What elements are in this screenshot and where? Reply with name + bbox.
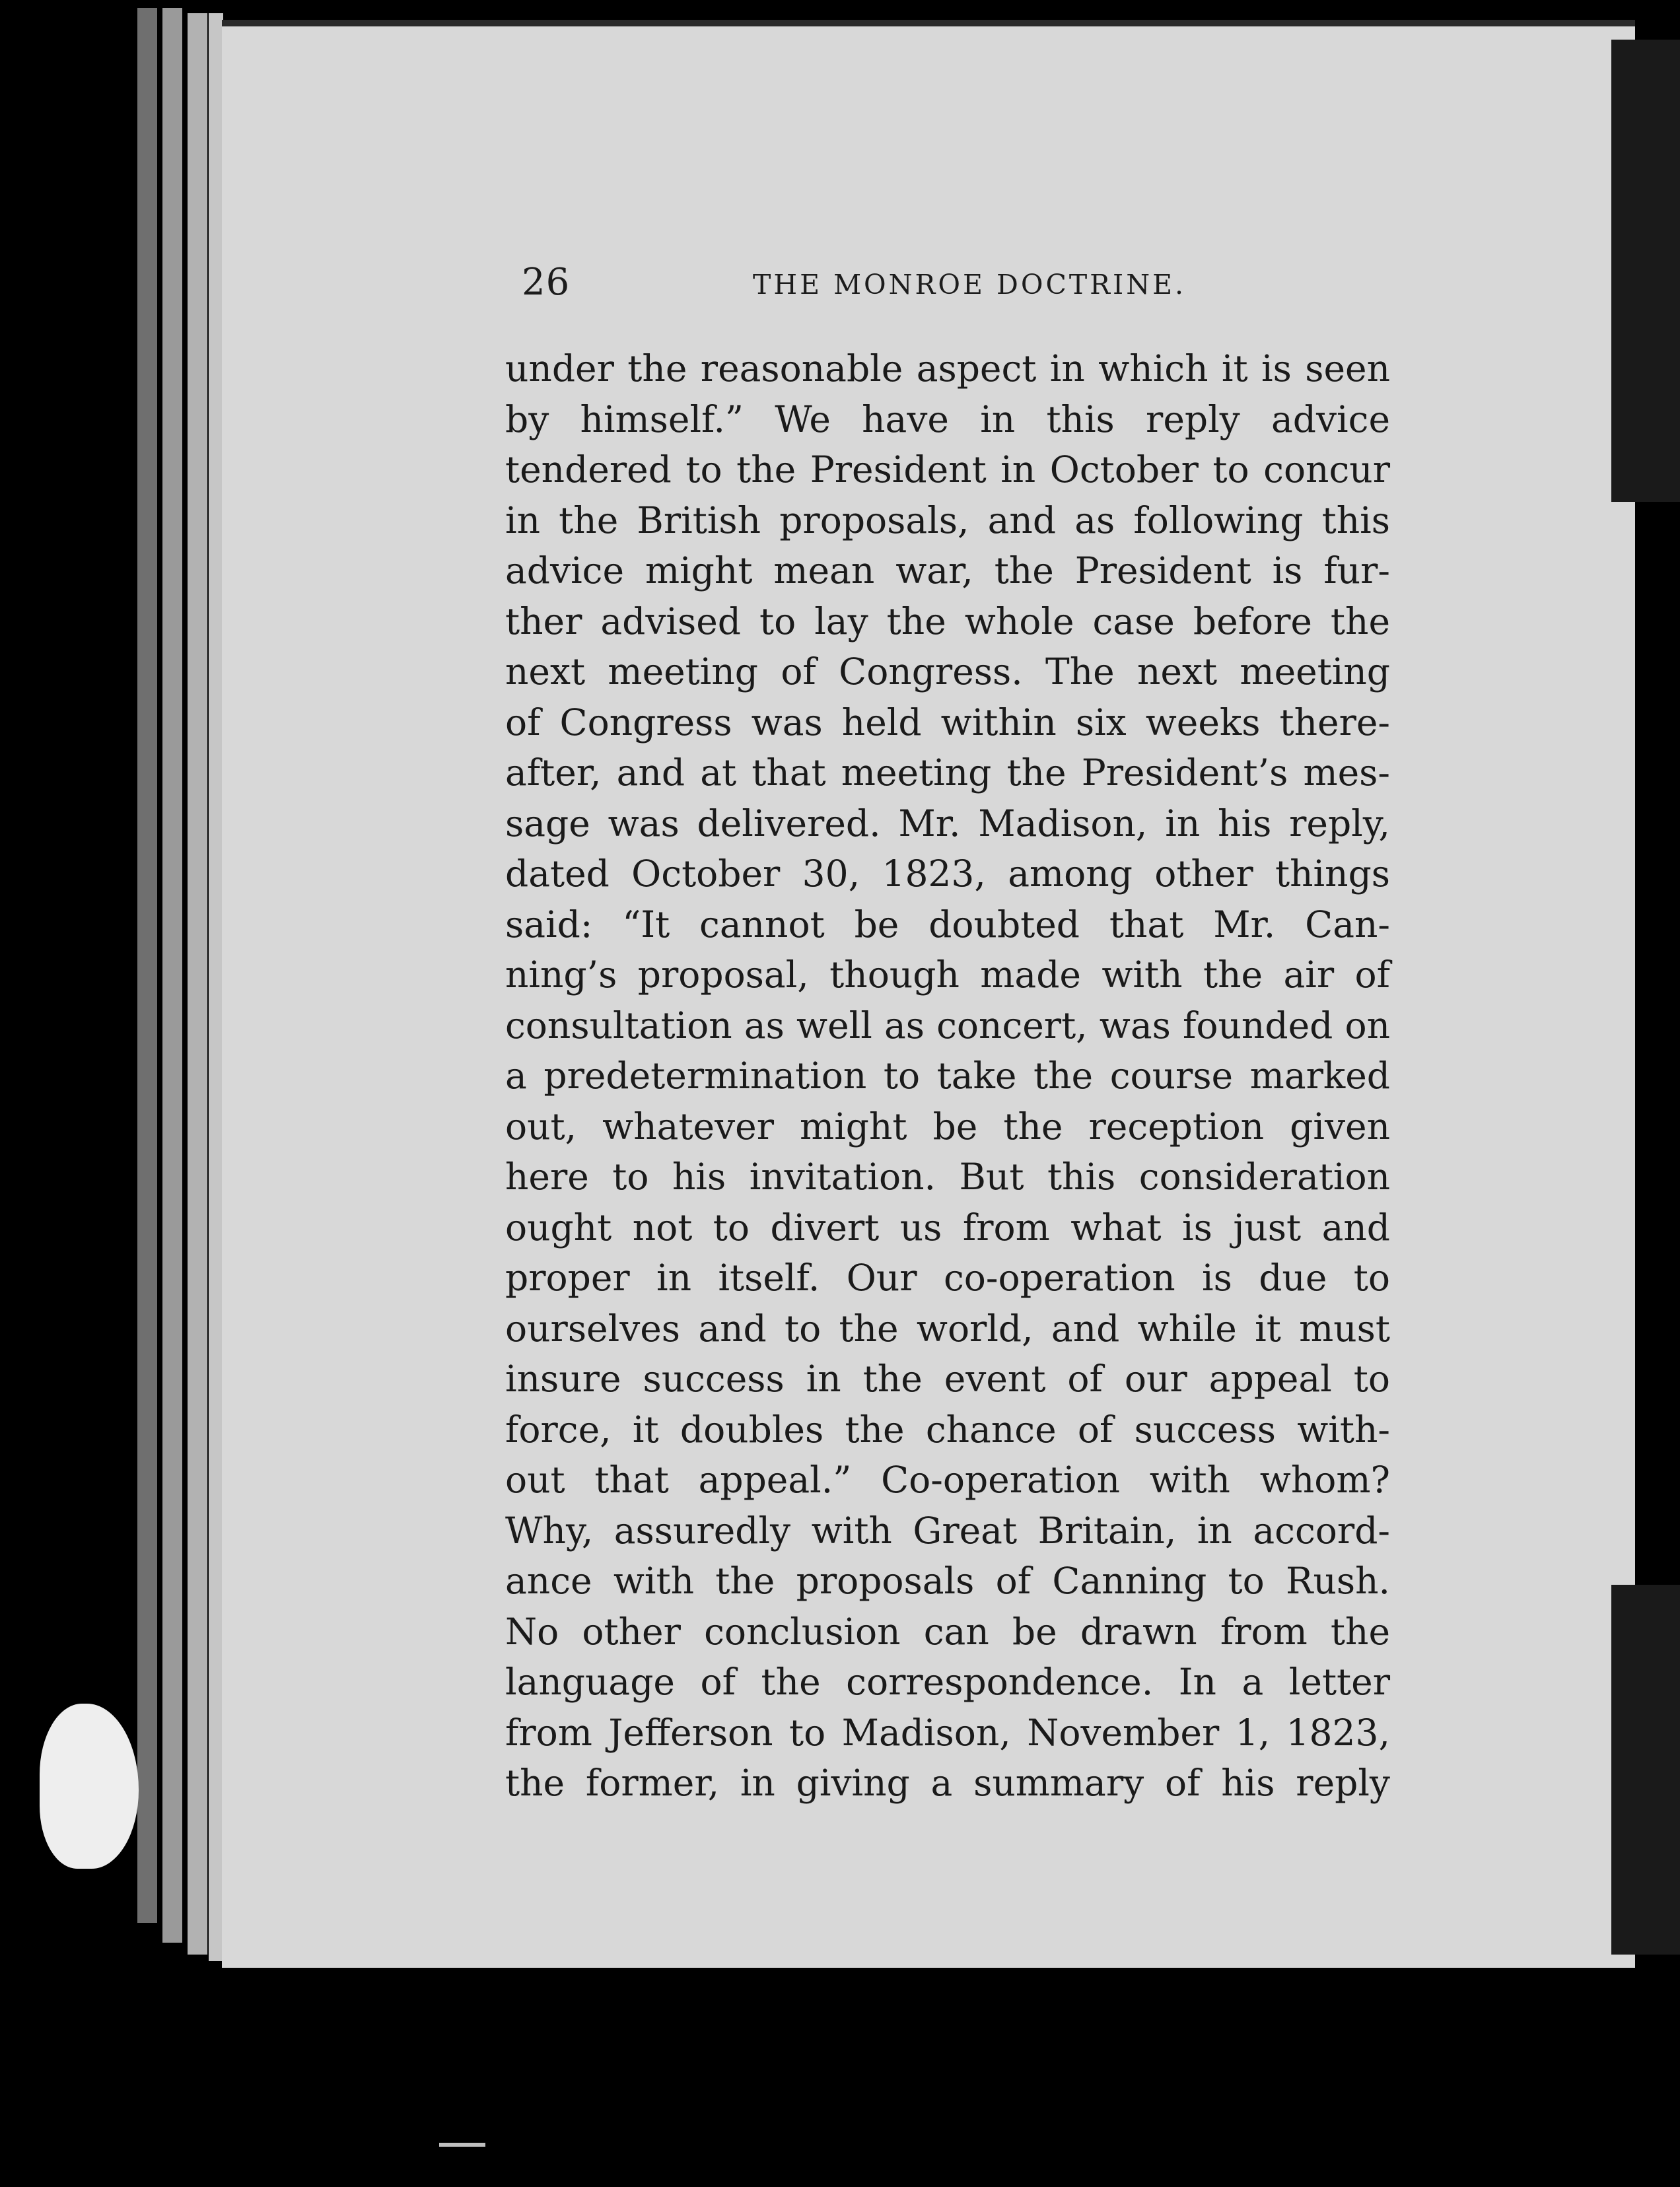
text-line: dated October 30, 1823, among other things	[505, 852, 1390, 895]
text-line: in the British proposals, and as following this	[505, 499, 1390, 541]
text-line: ance with the proposals of Canning to Rush.	[505, 1560, 1390, 1602]
text-line: of Congress was held within six weeks there-	[505, 701, 1390, 744]
scan-artifact	[439, 2143, 485, 2147]
text-line: after, and at that meeting the President’s mes-	[505, 751, 1390, 794]
page-top-border	[222, 20, 1635, 26]
page-edge	[162, 8, 182, 1943]
paper-damage-spot	[40, 1704, 139, 1869]
text-line: the former, in giving a summary of his reply	[505, 1762, 1390, 1804]
text-line: language of the correspondence. In a letter	[505, 1661, 1390, 1703]
text-line: from Jefferson to Madison, November 1, 1823,	[505, 1711, 1390, 1754]
text-line: ought not to divert us from what is just and	[505, 1206, 1390, 1249]
text-line: ning’s proposal, though made with the air of	[505, 954, 1390, 996]
running-head: THE MONROE DOCTRINE.	[753, 269, 1187, 300]
text-line: a predetermination to take the course marked	[505, 1055, 1390, 1097]
text-line: by himself.” We have in this reply advice	[505, 398, 1390, 440]
text-line: out that appeal.” Co-operation with whom?	[505, 1459, 1390, 1501]
text-line: Why, assuredly with Great Britain, in accord-	[505, 1509, 1390, 1552]
text-line: No other conclusion can be drawn from the	[505, 1610, 1390, 1653]
scan-dark-margin	[1611, 1585, 1680, 1955]
text-line: proper in itself. Our co-operation is due to	[505, 1257, 1390, 1299]
page-edge	[188, 13, 207, 1955]
text-line: ther advised to lay the whole case before the	[505, 600, 1390, 642]
text-line: under the reasonable aspect in which it is seen	[505, 347, 1390, 390]
page-edge	[137, 8, 157, 1923]
text-line: insure success in the event of our appeal to	[505, 1358, 1390, 1400]
text-line: said: “It cannot be doubted that Mr. Can-	[505, 903, 1390, 946]
text-line: sage was delivered. Mr. Madison, in his reply,	[505, 802, 1390, 845]
text-line: ourselves and to the world, and while it must	[505, 1307, 1390, 1350]
text-line: here to his invitation. But this consideration	[505, 1156, 1390, 1198]
page-edge	[209, 13, 223, 1961]
text-line: tendered to the President in October to concur	[505, 448, 1390, 491]
body-text	[505, 343, 1390, 1809]
scan-dark-margin	[1611, 40, 1680, 502]
page-header	[522, 261, 1393, 307]
text-line: advice might mean war, the President is fur-	[505, 549, 1390, 592]
text-line: force, it doubles the chance of success with-	[505, 1408, 1390, 1451]
text-line: next meeting of Congress. The next meeting	[505, 650, 1390, 693]
text-line: out, whatever might be the reception given	[505, 1105, 1390, 1148]
text-line: consultation as well as concert, was founded on	[505, 1004, 1390, 1047]
page-number: 26	[522, 261, 571, 304]
